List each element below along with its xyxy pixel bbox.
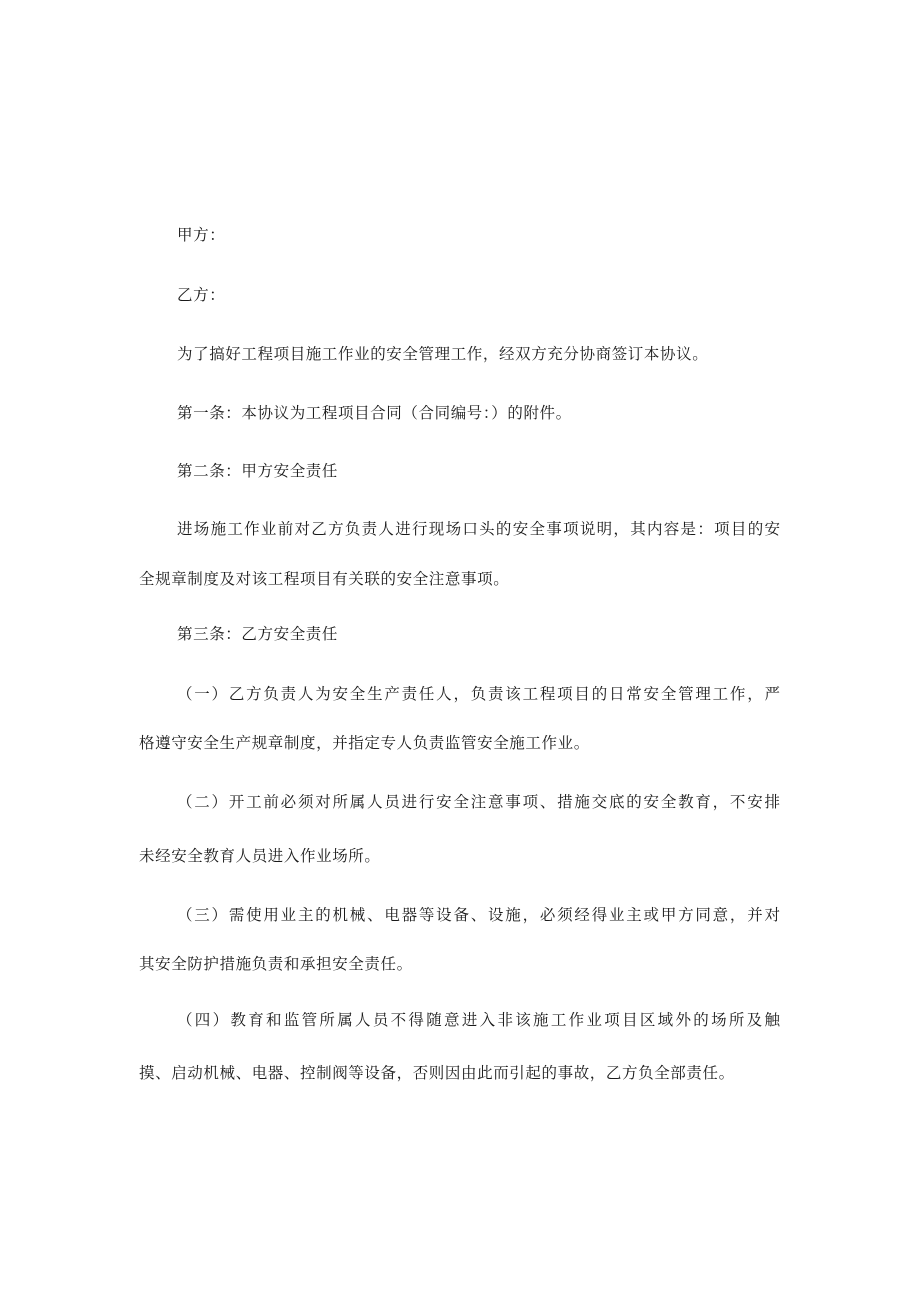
intro-paragraph: 为了搞好工程项目施工作业的安全管理工作，经双方充分协商签订本协议。	[177, 345, 709, 363]
clause-1-line-2: 格遵守安全生产规章制度，并指定专人负责监管安全施工作业。	[139, 734, 590, 752]
article-2-title: 第二条：甲方安全责任	[177, 462, 339, 480]
article-2-body-line-1: 进场施工作业前对乙方负责人进行现场口头的安全事项说明，其内容是：项目的安	[177, 520, 780, 538]
clause-3-line-2: 其安全防护措施负责和承担安全责任。	[139, 955, 413, 973]
article-2-body-line-2: 全规章制度及对该工程项目有关联的安全注意事项。	[139, 570, 510, 588]
clause-2-line-1: （二）开工前必须对所属人员进行安全注意事项、措施交底的安全教育，不安排	[177, 793, 780, 811]
clause-3-line-1: （三）需使用业主的机械、电器等设备、设施，必须经得业主或甲方同意，并对	[177, 906, 780, 924]
clause-1-line-1: （一）乙方负责人为安全生产责任人，负责该工程项目的日常安全管理工作，严	[177, 685, 780, 703]
party-a-label: 甲方：	[177, 226, 226, 244]
clause-2-line-2: 未经安全教育人员进入作业场所。	[139, 847, 381, 865]
clause-4-line-2: 摸、启动机械、电器、控制阀等设备，否则因由此而引起的事故，乙方负全部责任。	[139, 1064, 735, 1082]
clause-4-line-1: （四）教育和监管所属人员不得随意进入非该施工作业项目区域外的场所及触	[177, 1011, 780, 1029]
article-3-title: 第三条：乙方安全责任	[177, 625, 339, 643]
party-b-label: 乙方：	[177, 286, 226, 304]
article-1: 第一条：本协议为工程项目合同（合同编号：）的附件。	[177, 404, 572, 422]
